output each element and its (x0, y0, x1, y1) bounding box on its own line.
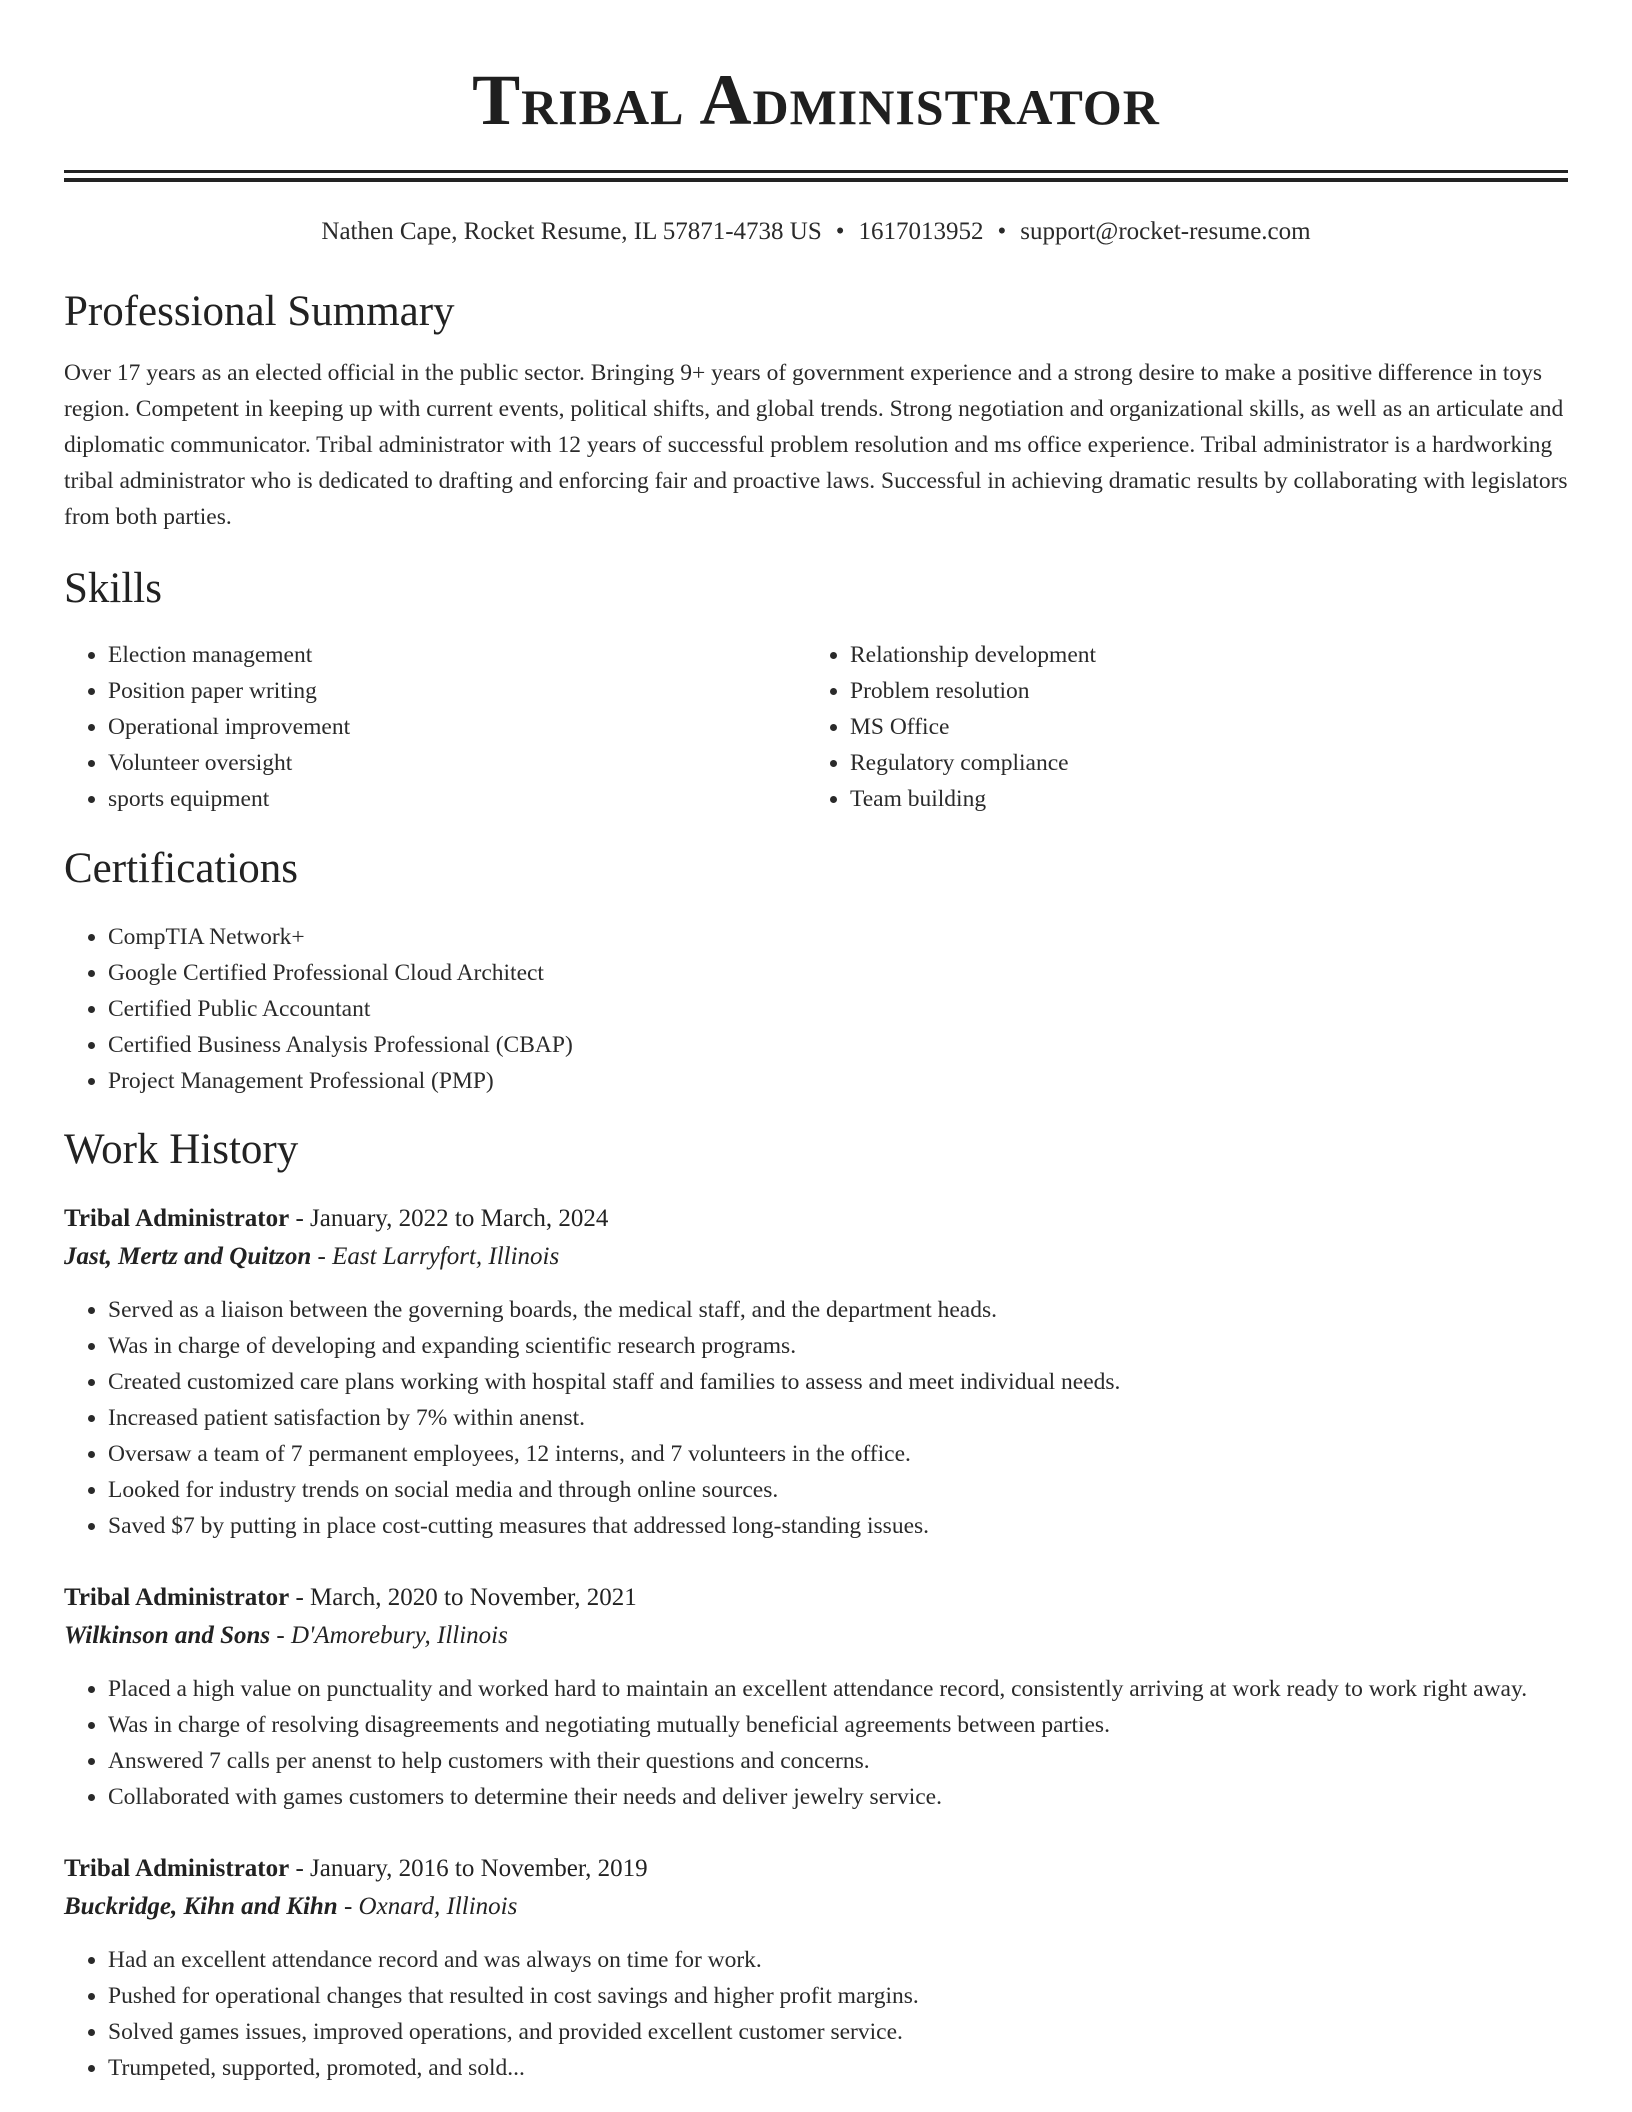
job-company-line (64, 1888, 1568, 1926)
job-company-line (64, 1617, 1568, 1655)
job-company: Jast, Mertz and Quitzon (64, 1243, 312, 1270)
summary-text: Over 17 years as an elected official in the public sector. Bringing 9+ years of government experience and a strong desire to make a positive difference in toys region. Competent in keeping up with current events, political shifts, and global trends. Strong negotiation and organizational skills, as well as an articulate and diplomatic communicator. Tribal administrator with 12 years of successful problem resolution and ms office experience. Tribal administrator is a hardworking tribal administrator who is dedicated to drafting and enforcing fair and proactive laws. Successful in achieving dramatic results by collaborating with legislators from both parties. (64, 360, 1568, 530)
skills-column-left (64, 637, 806, 817)
contact-separator: • (835, 218, 845, 245)
job-bullet: • Was in charge of developing and expanding scientific research programs. (108, 1328, 1568, 1364)
skill-item: • Regulatory compliance (850, 745, 1548, 781)
job-bullet: • Answered 7 calls per anenst to help customers with their questions and concerns. (108, 1743, 1568, 1779)
job-bullet: • Created customized care plans working with hospital staff and families to assess and meet individual needs. (108, 1364, 1568, 1400)
resume-page (64, 0, 1568, 2086)
job-entry (64, 1850, 1568, 2086)
job-bullet: • Had an excellent attendance record and was always on time for work. (108, 1942, 1568, 1978)
job-role: Tribal Administrator (64, 1584, 290, 1611)
job-bullets (64, 1671, 1568, 1815)
contact-address: Nathen Cape, Rocket Resume, IL 57871-4738 US (321, 218, 822, 245)
certification-item: • Certified Business Analysis Professional (CBAP) (108, 1027, 1568, 1063)
job-company: Wilkinson and Sons (64, 1622, 271, 1649)
job-bullet: • Solved games issues, improved operations, and provided excellent customer service. (108, 2014, 1568, 2050)
job-company: Buckridge, Kihn and Kihn (64, 1893, 338, 1920)
summary-heading: Professional Summary (64, 288, 455, 335)
job-role: Tribal Administrator (64, 1205, 290, 1232)
job-dates: - January, 2016 to November, 2019 (289, 1855, 648, 1882)
contact-separator: • (997, 218, 1007, 245)
work-history-heading: Work History (64, 1126, 299, 1173)
contact-phone: 1617013952 (858, 218, 984, 245)
certification-item: • CompTIA Network+ (108, 919, 1568, 955)
job-bullet: • Pushed for operational changes that resulted in cost savings and higher profit margins. (108, 1978, 1568, 2014)
job-dates: - March, 2020 to November, 2021 (289, 1584, 637, 1611)
job-bullet: • Served as a liaison between the governing boards, the medical staff, and the department heads. (108, 1292, 1568, 1328)
job-role: Tribal Administrator (64, 1855, 290, 1882)
job-bullets (64, 1292, 1568, 1544)
job-bullet: • Looked for industry trends on social media and through online sources. (108, 1472, 1568, 1508)
job-bullets (64, 1942, 1568, 2086)
skills-column-right (806, 637, 1548, 817)
job-bullet: • Trumpeted, supported, promoted, and sold... (108, 2050, 1568, 2086)
skill-item: • Problem resolution (850, 673, 1548, 709)
skill-item: • Election management (108, 637, 806, 673)
certifications-heading: Certifications (64, 845, 299, 892)
job-entry (64, 1200, 1568, 1544)
resume-title: Tribal Administrator (472, 60, 1160, 140)
contact-email: support@rocket-resume.com (1020, 218, 1311, 245)
title-divider (64, 170, 1568, 182)
skill-item: • Volunteer oversight (108, 745, 806, 781)
skills-list (64, 637, 1568, 817)
certifications-list (64, 919, 1568, 1099)
skill-item: • Position paper writing (108, 673, 806, 709)
certification-item: • Google Certified Professional Cloud Architect (108, 955, 1568, 991)
job-bullet: • Was in charge of resolving disagreements and negotiating mutually beneficial agreements between parties. (108, 1707, 1568, 1743)
job-entry (64, 1579, 1568, 1815)
job-bullet: • Oversaw a team of 7 permanent employees, 12 interns, and 7 volunteers in the office. (108, 1436, 1568, 1472)
job-bullet: • Collaborated with games customers to determine their needs and deliver jewelry service. (108, 1779, 1568, 1815)
job-location: - Oxnard, Illinois (337, 1893, 518, 1920)
skill-item: • sports equipment (108, 781, 806, 817)
contact-line (64, 216, 1568, 248)
skill-item: • MS Office (850, 709, 1548, 745)
job-title-line (64, 1200, 1568, 1238)
skill-item: • Operational improvement (108, 709, 806, 745)
job-bullet: • Placed a high value on punctuality and worked hard to maintain an excellent attendance record, consistently arriving at work ready to work right away. (108, 1671, 1568, 1707)
job-location: - East Larryfort, Illinois (311, 1243, 560, 1270)
skill-item: • Team building (850, 781, 1548, 817)
job-dates: - January, 2022 to March, 2024 (289, 1205, 609, 1232)
certification-item: • Certified Public Accountant (108, 991, 1568, 1027)
job-bullet: • Saved $7 by putting in place cost-cutting measures that addressed long-standing issues. (108, 1508, 1568, 1544)
job-bullet: • Increased patient satisfaction by 7% within anenst. (108, 1400, 1568, 1436)
job-title-line (64, 1579, 1568, 1617)
skills-heading: Skills (64, 565, 162, 612)
certification-item: • Project Management Professional (PMP) (108, 1063, 1568, 1099)
skill-item: • Relationship development (850, 637, 1548, 673)
job-title-line (64, 1850, 1568, 1888)
job-location: - D'Amorebury, Illinois (270, 1622, 508, 1649)
job-company-line (64, 1238, 1568, 1276)
